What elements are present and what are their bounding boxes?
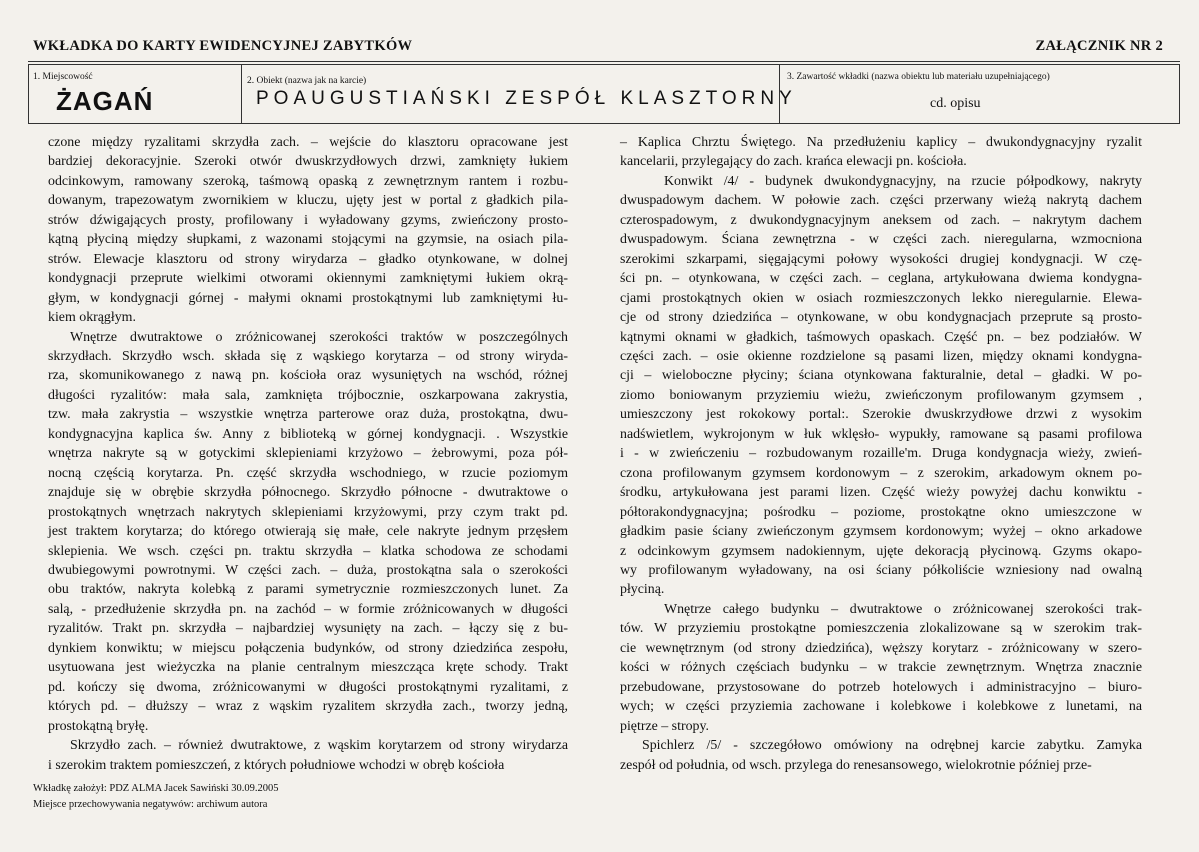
document-title: WKŁADKA DO KARTY EWIDENCYJNEJ ZABYTKÓW <box>33 38 413 54</box>
text-line: których pd. – dłuższy – wraz z wąskim ryzalitem skrzydła zach., tworzy jedną, <box>48 699 568 715</box>
text-line: Konwikt /4/ - budynek dwukondygnacyjny, na rzucie półpodkowy, nakryty <box>664 173 1142 189</box>
text-line: przebudowane, przystosowane do potrzeb hotelowych i administracyjno – biuro- <box>620 679 1142 695</box>
text-line: kondygnacyjna kaplica św. Anny z biblioteką w górnej kondygnacji. . Wszystkie <box>48 426 568 442</box>
text-line: salą, - przedłużenie skrzydła pn. na zachód – w formie zróżnicowanych w długości <box>48 601 568 617</box>
text-line: dwuspadowym dachem. W połowie zach. części przerwany wieżą nakrytą dachem <box>620 193 1142 209</box>
text-line: wy profilowanym wyładowany, na osi ściany półkoliście wzniesiony nad owalną <box>620 562 1142 578</box>
text-line: cji – wieloboczne płyciny; ściana otynkowana fakturalnie, detal – gładki. W po- <box>620 368 1142 384</box>
text-line: obu traktów, nakryta kolebką z parami symetrycznie rozmieszczonych lunet. Za <box>48 582 568 598</box>
attachment-number: ZAŁĄCZNIK NR 2 <box>1035 38 1163 54</box>
text-line: strów. Elewacje klasztoru od strony wirydarza – gładko otynkowane, w dolnej <box>48 251 568 267</box>
text-line: półtorakondygnacyjna; pośrodku – poziome, prostokątne okno umieszczone w <box>620 504 1142 520</box>
text-line: skrzydłach. Skrzydło wsch. składa się z wąskiego korytarza – od strony wiryda- <box>48 348 568 364</box>
text-line: znajduje się w obrębie skrzydła północnego. Skrzydło północne - dwutraktowe o <box>48 485 568 501</box>
text-line: bardziej dekoracyjnie. Szeroki otwór dwuskrzydłowych drzwi, zamknięty łukiem <box>48 154 568 170</box>
text-line: jest traktem korytarza; do którego otwierają się małe, cele nakryte jednym przęsłem <box>48 524 568 540</box>
text-line: i szerokim traktem pomieszczeń, z których południowe wchodzi w obręb kościoła <box>48 757 505 773</box>
footer-negatives: Miejsce przechowywania negatywów: archiwum autora <box>33 799 268 810</box>
object-label: 2. Obiekt (nazwa jak na karcie) <box>247 76 367 86</box>
footer-author: Wkładkę założył: PDZ ALMA Jacek Sawiński 30.09.2005 <box>33 783 279 794</box>
text-line: nocną częścią korytarza. Pn. część skrzydła wschodniego, w rzucie poziomym <box>48 465 568 481</box>
text-line: strów dźwigających prosty, profilowany i wyładowany gzyms, zwieńczony prosto- <box>48 212 568 228</box>
text-line: kondygnacji przeprute wielkimi otworami okiennymi zamkniętymi łukiem okrą- <box>48 271 568 287</box>
header-rule <box>28 61 1180 62</box>
text-line: długości ryzalitów: mała sala, zamknięta trójbocznie, oszkarpowana zakrystia, <box>48 387 568 403</box>
text-line: piętrze – stropy. <box>620 718 709 734</box>
text-line: kątną płyciną między słupkami, z wazonami stojącymi na gzymsie, na osiach pila- <box>48 232 568 248</box>
text-line: i - w zwieńczeniu – rozbudowanym rozaille'm. Druga kondygnacja wieży, zwień- <box>620 446 1142 462</box>
text-line: sklepienia. We wsch. części pn. traktu skrzydła – klatka schodowa ze schodami <box>48 543 568 559</box>
text-line: kątnymi oknami w gładkich, taśmowych opaskach. Część pn. – bez podziałów. W <box>620 329 1142 345</box>
text-line: prostokątną bryłę. <box>48 718 149 734</box>
fields-separator <box>241 65 242 123</box>
text-line: Wnętrze całego budynku – dwutraktowe o zróżnicowanej szerokości trak- <box>664 601 1142 617</box>
text-line: cjami prostokątnych okien w osiach rozmieszczonych lekko nieregularnie. Elewa- <box>620 290 1142 306</box>
text-line: kiem okrągłym. <box>48 310 136 326</box>
text-line: Skrzydło zach. – również dwutraktowe, z wąskim korytarzem od strony wirydarza <box>70 738 568 754</box>
text-line: środku, artykułowana jest parami lizen. Część wieży powyżej dachu konwiktu - <box>620 485 1142 501</box>
text-line: czterospadowym, z dwukondygnacyjnym aneksem od zach. – nakrytym dachem <box>620 212 1142 228</box>
text-line: gładkim pasie ściany zwieńczonym gzymsem kordonowym; wyżej – okno arkadowe <box>620 524 1142 540</box>
text-line: cie wewnętrznym (od strony dziedzińca), węższy korytarz - zróżnicowany w szero- <box>620 640 1142 656</box>
contents-value: cd. opisu <box>930 96 981 111</box>
place-label: 1. Miejscowość <box>33 72 93 82</box>
text-line: tów. W przyziemiu prostokątne pomieszczenia zlokalizowane są w szerokim trak- <box>620 621 1142 637</box>
text-line: części zach. – osie okienne rozdzielone są pasami lizen, między oknami kondygna- <box>620 348 1142 364</box>
text-line: dowanym, trapezowatym zwornikiem w kluczu, ujęty jest w portal z gładkich pila- <box>48 193 568 209</box>
text-line: umieszczony jest rokokowy portal:. Szerokie dwuskrzydłowe drzwi z wysokim <box>620 407 1142 423</box>
text-line: odcinkowym, ramowany szeroką, taśmową opaską z zewnętrznym rantem i rozbu- <box>48 173 568 189</box>
right-text-column <box>620 133 1142 775</box>
left-text-column <box>48 133 568 775</box>
text-line: tzw. mała zakrystia – wszystkie wnętrza parterowe oraz duża, prostokątna, dwu- <box>48 407 568 423</box>
text-line: czone między ryzalitami skrzydła zach. – wejście do klasztoru opracowane jest <box>48 135 568 150</box>
text-line: dwuspadowym. Ściana zewnętrzna - w części zach. nieregularna, wzmocniona <box>620 232 1142 248</box>
text-line: kancelarii, przylegający do zach. krańca elewacji pn. kościoła. <box>620 154 967 170</box>
text-line: ryzalitów. Trakt pn. skrzydła – najbardziej wysunięty na zach. – łączy się z bu- <box>48 621 568 637</box>
text-line: prostokątnych wnętrzach nakrytych sklepieniami krzyżowymi, przy czym trakt pd. <box>48 504 568 520</box>
text-line: wych; w części przyziemia zachowane i kolebkowe i kolebkowe z lunetami, na <box>620 699 1142 715</box>
text-line: usytuowana jest wieżyczka na planie centralnym mieszcząca kręte schody. Trakt <box>48 660 568 676</box>
text-line: dynkiem konwiktu; w miejscu połączenia budynków, od strony dziedzińca zespołu, <box>48 640 568 656</box>
text-line: szerokimi szkarpami, sięgającymi połowy wysokości drugiej kondygnacji. W czę- <box>620 251 1142 267</box>
text-line: Spichlerz /5/ - szczegółowo omówiony na odrębnej karcie zabytku. Zamyka <box>642 738 1142 754</box>
text-line: dwubiegowymi powrotnymi. W części zach. – duża, prostokątna sala o szerokości <box>48 562 568 578</box>
text-line: głym, w kondygnacji górnej - małymi oknami prostokątnymi lub zamkniętymi łu- <box>48 290 568 306</box>
object-value: POAUGUSTIAŃSKI ZESPÓŁ KLASZTORNY <box>256 88 797 109</box>
text-line: wnętrza nakryte są w gotyckimi sklepieniami krzyżowo – żebrowymi, poza pół- <box>48 446 568 462</box>
text-line: kości w różnych częściach budynku – w trakcie zewnętrznym. Wnętrza znacznie <box>620 660 1142 676</box>
text-line: z odcinkowym gzymsem nadokiennym, ujęte dekoracją płycinową. Gzyms okapo- <box>620 543 1142 559</box>
text-line: nadświetlem, wykrojonym w łuk wklęsło- wypukły, ramowane są pasami profilowa <box>620 426 1142 442</box>
text-line: – Kaplica Chrztu Świętego. Na przedłużeniu kaplicy – dwukondygnacyjny ryzalit <box>620 135 1142 150</box>
text-line: ziomo boniowanym przyziemiu wieżu, zwieńczonym profilowanym gzymsem , <box>620 387 1142 403</box>
text-line: płyciną. <box>620 582 665 598</box>
place-value: ŻAGAŃ <box>56 86 154 116</box>
text-line: cje od strony dziedzińca – otynkowane, w obu kondygnacjach przeprute są prosto- <box>620 310 1142 326</box>
text-line: rza, skomunikowanego z nawą pn. kościoła oraz wysuniętych na wschód, różnej <box>48 368 568 384</box>
text-line: ści pn. – otynkowana, w części zach. – ceglana, artykułowana dwiema kondygna- <box>620 271 1142 287</box>
text-line: czona profilowanym gzymsem kordonowym – z szerokim, arkadowym oknem po- <box>620 465 1142 481</box>
text-line: pd. kończy się dwoma, zróżnicowanymi w długości prostokątnymi ryzalitami, z <box>48 679 568 695</box>
text-line: zespół od południa, od wsch. przylega do renesansowego, wielokrotnie później prze- <box>620 757 1092 773</box>
text-line: Wnętrze dwutraktowe o zróżnicowanej szerokości traktów w poszczególnych <box>70 329 568 345</box>
contents-label: 3. Zawartość wkładki (nazwa obiektu lub materiału uzupełniającego) <box>787 72 1050 82</box>
